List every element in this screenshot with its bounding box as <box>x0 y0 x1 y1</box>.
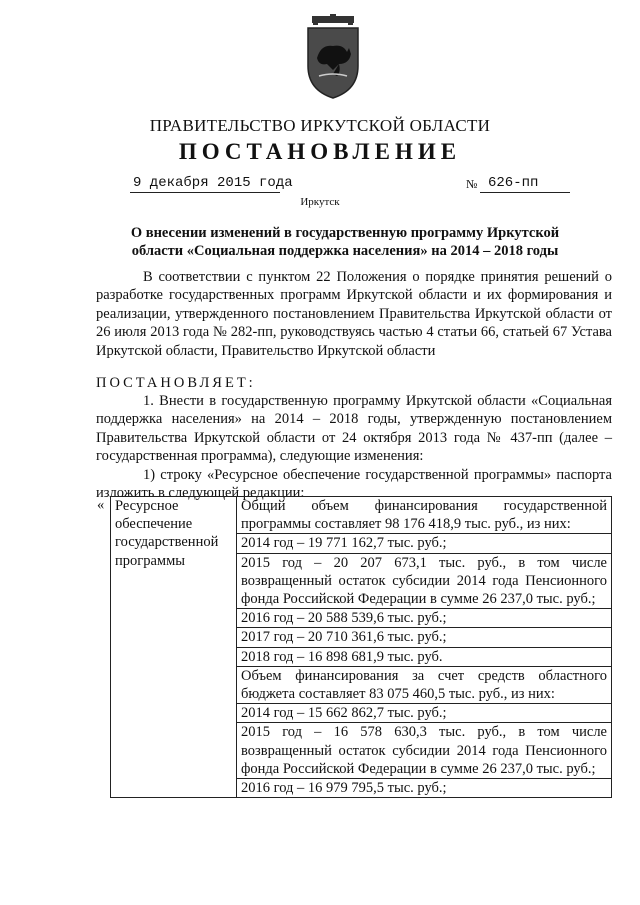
title-line-2: области «Социальная поддержка населения» на 2014 – 2018 годы <box>131 243 559 259</box>
table-line: Объем финансирования за счет средств областного бюджета составляет 83 075 460,5 тыс. руб., из них: <box>237 667 611 704</box>
document-number: 626-пп <box>488 175 539 191</box>
table-line: 2016 год – 20 588 539,6 тыс. руб.; <box>237 609 611 628</box>
items-block <box>96 392 612 502</box>
organization-name: ПРАВИТЕЛЬСТВО ИРКУТСКОЙ ОБЛАСТИ <box>149 116 491 135</box>
resolve-heading: ПОСТАНОВЛЯЕТ: <box>96 375 256 391</box>
table-line: 2014 год – 19 771 162,7 тыс. руб.; <box>237 534 611 553</box>
subitem-1: 1) строку «Ресурсное обеспечение государственной программы» паспорта изложить в следующей редакции: <box>96 466 612 502</box>
number-sign: № <box>466 177 478 191</box>
table-line: 2016 год – 16 979 795,5 тыс. руб.; <box>241 780 447 797</box>
table-row <box>111 497 612 798</box>
table-value-cell <box>237 497 612 798</box>
table-line: 2014 год – 15 662 862,7 тыс. руб.; <box>237 704 611 723</box>
number-underline <box>480 192 570 193</box>
resource-table <box>110 496 612 798</box>
preamble-paragraph <box>96 268 612 360</box>
item-1: 1. Внести в государственную программу Иркутской области «Социальная поддержка населения» на 2014 – 2018 годы, утвержденную постановлением Правительства Иркутской области от 24 октября 2013 года № 437-пп (далее – государственная программа), следующие изменения: <box>96 393 612 465</box>
irkutsk-coat-of-arms-icon <box>303 14 363 100</box>
table-line: 2018 год – 16 898 681,9 тыс. руб. <box>237 648 611 667</box>
date-underline <box>130 192 280 193</box>
title-line-1: О внесении изменений в государственную программу Иркутской <box>130 225 560 241</box>
document-date: 9 декабря 2015 года <box>133 175 293 191</box>
table-line: Общий объем финансирования государственной программы составляет 98 176 418,9 тыс. руб., из них: <box>237 497 611 534</box>
table-label-cell: Ресурсное обеспечение государственной программы <box>111 497 237 798</box>
document-type: ПОСТАНОВЛЕНИЕ <box>178 139 462 164</box>
table-line: 2017 год – 20 710 361,6 тыс. руб.; <box>237 628 611 647</box>
preamble-text: В соответствии с пунктом 22 Положения о порядке принятия решений о разработке государственных программ Иркутской области и их формирования и реализации, утвержденного постановлением Правительства Иркутской области от 26 июля 2013 года № 282-пп, руководствуясь частью 4 статьи 66, статьей 67 Устава Иркутской области, Правительство Иркутской области <box>96 269 612 359</box>
city-name: Иркутск <box>300 196 340 208</box>
open-quote: « <box>97 497 105 513</box>
table-line: 2015 год – 20 207 673,1 тыс. руб., в том числе возвращенный остаток субсидии 2014 года Пенсионного фонда Российской Федерации в сумме 26 237,0 тыс. руб.; <box>237 554 611 610</box>
table-line: 2015 год – 16 578 630,3 тыс. руб., в том числе возвращенный остаток субсидии 2014 года Пенсионного фонда Российской Федерации в сумме 26 237,0 тыс. руб.; <box>237 723 611 779</box>
document-title <box>110 224 580 260</box>
